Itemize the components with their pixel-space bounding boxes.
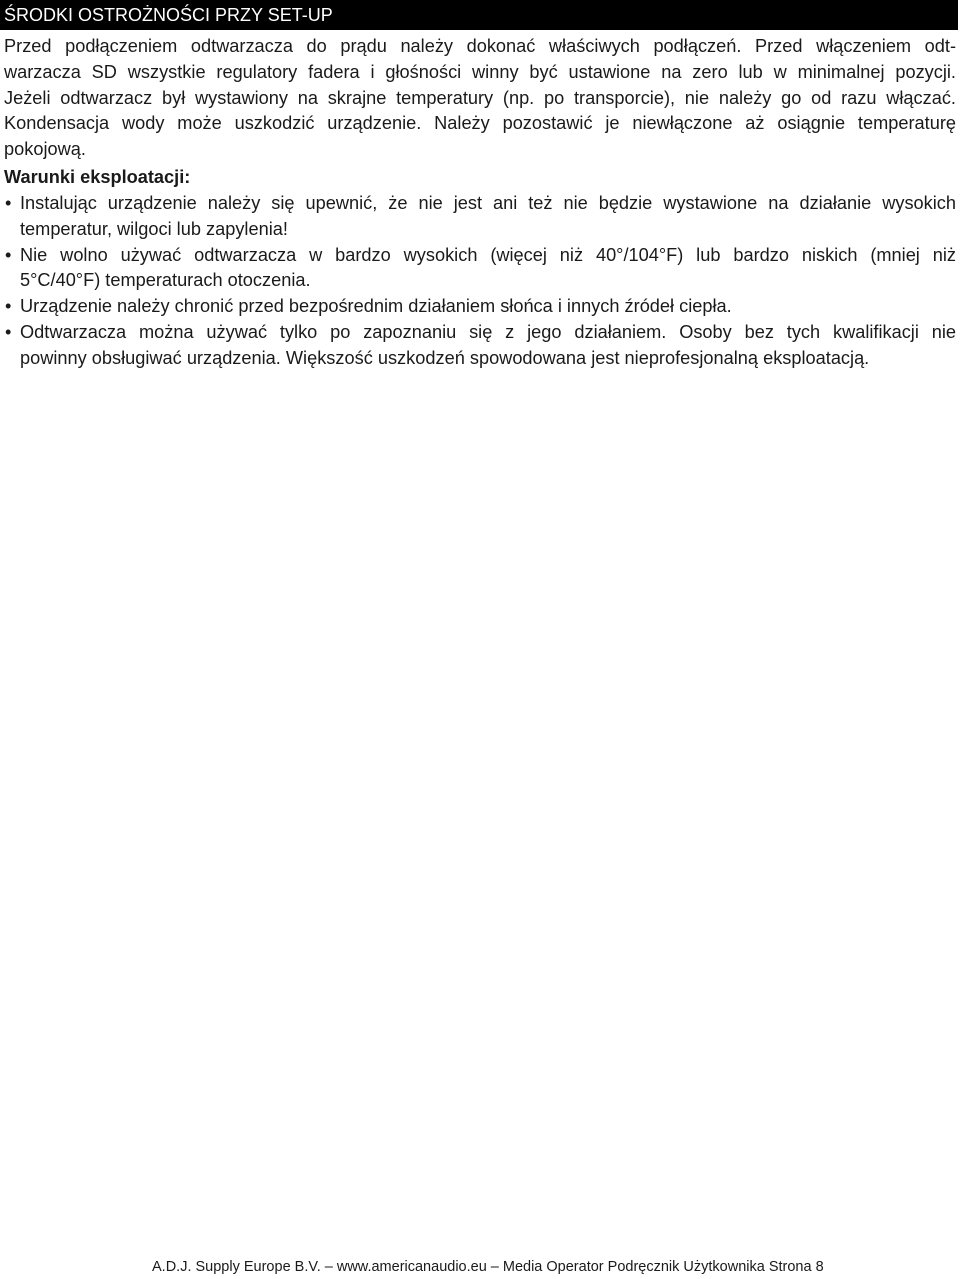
intro-line: Jeżeli odtwarzacz był wystawiony na skrajne temperatury (np. po transporcie), nie należy go od razu włączać. [4, 87, 956, 108]
list-item-line: powinny obsługiwać urządzenia. Większość uszkodzeń spowodowana jest nieprofesjonalną eksploatacją. [20, 347, 870, 368]
document-body [4, 34, 956, 372]
list-item-line: temperatur, wilgoci lub zapylenia! [20, 218, 288, 239]
list-item-line: Nie wolno używać odtwarzacza w bardzo wysokich (więcej niż 40°/104°F) lub bardzo niskich (mniej niż [20, 244, 956, 265]
list-item-line: Urządzenie należy chronić przed bezpośrednim działaniem słońca i innych źródeł ciepła. [20, 296, 732, 317]
page-footer: A.D.J. Supply Europe B.V. – www.americanaudio.eu – Media Operator Podręcznik Użytkownika Strona 8 [152, 1259, 824, 1275]
list-item-line: Instalując urządzenie należy się upewnić, że nie jest ani też nie będzie wystawione na działanie wysokich [20, 192, 956, 213]
bullet-icon: • [5, 244, 12, 265]
list-item [4, 243, 956, 295]
section-title-bar [0, 0, 958, 30]
list-item-line: Odtwarzacza można używać tylko po zapoznaniu się z jego działaniem. Osoby bez tych kwalifikacji nie [20, 321, 956, 342]
bullet-icon: • [5, 296, 12, 317]
intro-line: Kondensacja wody może uszkodzić urządzenie. Należy pozostawić je niewłączone aż osiągnie temperaturę [4, 113, 956, 134]
bullet-icon: • [5, 321, 12, 342]
list-item [4, 294, 956, 320]
list-item [4, 191, 956, 243]
list-item-line: 5°C/40°F) temperaturach otoczenia. [20, 270, 311, 291]
intro-line: warzacza SD wszystkie regulatory fadera i głośności winny być ustawione na zero lub w minimalnej pozycji. [4, 61, 956, 82]
operating-conditions-list [4, 191, 956, 372]
intro-paragraph [4, 34, 956, 163]
section-title: ŚRODKI OSTROŻNOŚCI PRZY SET-UP [4, 5, 333, 25]
list-item [4, 320, 956, 372]
intro-line: Przed podłączeniem odtwarzacza do prądu należy dokonać właściwych podłączeń. Przed włączeniem odt- [4, 36, 956, 56]
intro-line: pokojową. [4, 139, 86, 160]
bullet-icon: • [5, 192, 12, 213]
operating-conditions-heading: Warunki eksploatacji: [4, 166, 191, 187]
